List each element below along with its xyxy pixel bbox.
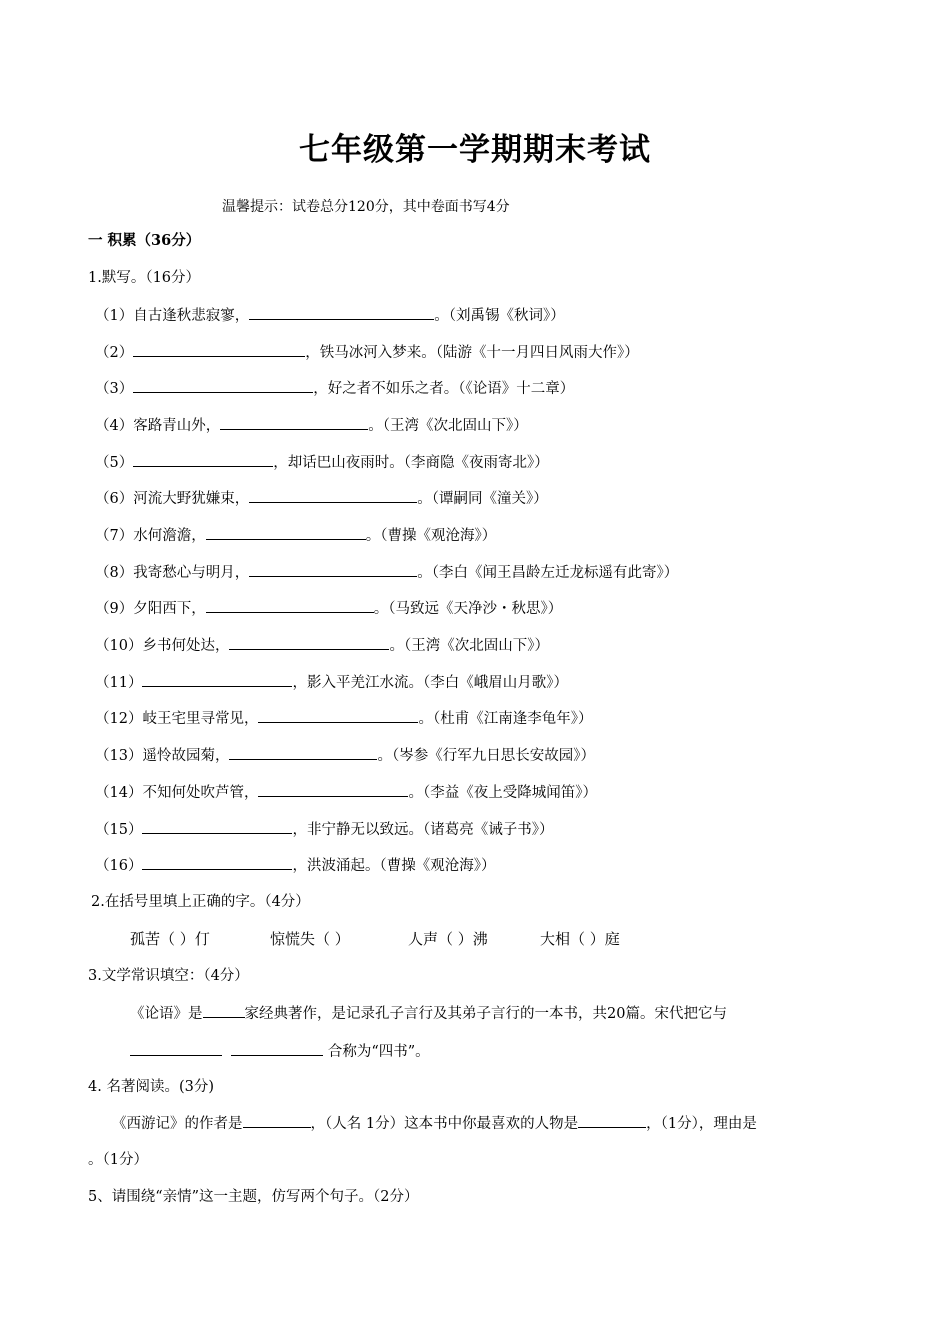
q2-word-2[interactable]: 惊慌失（ ）: [270, 930, 350, 948]
answer-blank[interactable]: [249, 562, 417, 577]
item-prefix: （6）河流大野犹嫌束，: [95, 491, 250, 507]
item-prefix: （7）水何澹澹，: [95, 528, 206, 544]
exam-title: 七年级第一学期期末考试: [299, 132, 651, 168]
q3-line-1: [130, 1003, 727, 1024]
q3-text-a: 《论语》是: [130, 1006, 203, 1022]
dictation-item-5: [95, 452, 549, 473]
item-prefix: （15）: [95, 822, 143, 838]
item-suffix: 。（李白《闻王昌龄左迁龙标遥有此寄》）: [417, 565, 679, 581]
answer-blank[interactable]: [243, 1113, 311, 1128]
item-prefix: （13）遥怜故园菊，: [95, 748, 230, 764]
exam-tip: 温馨提示：试卷总分120分，其中卷面书写4分: [222, 199, 510, 215]
answer-blank[interactable]: [249, 305, 434, 320]
answer-blank[interactable]: [229, 635, 389, 650]
answer-blank[interactable]: [578, 1113, 646, 1128]
question-3-stem: 3.文学常识填空：（4分）: [88, 968, 249, 984]
q2-word-4[interactable]: 大相（ ）庭: [540, 930, 620, 948]
answer-blank[interactable]: [142, 855, 292, 870]
answer-blank[interactable]: [133, 342, 305, 357]
item-suffix: ，洪波涌起。（曹操《观沧海》）: [292, 858, 496, 874]
dictation-item-16: [95, 855, 495, 876]
item-prefix: （9）夕阳西下，: [95, 601, 206, 617]
dictation-item-3: [95, 378, 574, 399]
dictation-item-14: [95, 782, 597, 803]
item-suffix: 。（马致远《天净沙・秋思》）: [373, 601, 563, 617]
dictation-item-1: [95, 305, 565, 326]
dictation-item-13: [95, 745, 595, 766]
answer-blank[interactable]: [231, 1041, 323, 1056]
item-prefix: （5）: [95, 455, 134, 471]
q4-text-c: ，（1分），理由是: [646, 1116, 757, 1132]
item-prefix: （4）客路青山外，: [95, 418, 221, 434]
answer-blank[interactable]: [258, 708, 418, 723]
item-suffix: 。（刘禹锡《秋词》）: [434, 308, 565, 324]
answer-blank[interactable]: [142, 672, 292, 687]
item-prefix: （8）我寄愁心与明月，: [95, 565, 250, 581]
item-prefix: （16）: [95, 858, 143, 874]
answer-blank[interactable]: [142, 819, 292, 834]
question-1-stem: 1.默写。（16分）: [88, 270, 201, 286]
item-prefix: （10）乡书何处达，: [95, 638, 230, 654]
q3-text-end: 合称为“四书”。: [327, 1044, 430, 1060]
answer-blank[interactable]: [130, 1041, 222, 1056]
question-4-stem: 4. 名著阅读。(3分): [88, 1079, 214, 1095]
answer-blank[interactable]: [206, 525, 366, 540]
item-suffix: ，铁马冰河入梦来。（陆游《十一月四日风雨大作》）: [305, 345, 639, 361]
item-suffix: 。（曹操《观沧海》）: [365, 528, 497, 544]
item-suffix: 。（谭嗣同《潼关》）: [417, 491, 548, 507]
item-prefix: （1）自古逢秋悲寂寥，: [95, 308, 250, 324]
answer-blank[interactable]: [203, 1003, 245, 1018]
item-suffix: ，却话巴山夜雨时。（李商隐《夜雨寄北》）: [273, 455, 549, 471]
item-prefix: （3）: [95, 381, 134, 397]
item-suffix: ，非宁静无以致远。（诸葛亮《诫子书》）: [292, 822, 554, 838]
dictation-item-10: [95, 635, 549, 656]
item-suffix: 。（李益《夜上受降城闻笛》）: [408, 785, 597, 801]
answer-blank[interactable]: [229, 745, 377, 760]
answer-blank[interactable]: [133, 378, 313, 393]
item-prefix: （12）岐王宅里寻常见，: [95, 711, 259, 727]
q4-line-1: [112, 1113, 757, 1134]
question-5-stem: 5、请围绕“亲情”这一主题，仿写两个句子。（2分）: [88, 1189, 419, 1205]
dictation-item-11: [95, 672, 568, 693]
item-suffix: ，好之者不如乐之者。（《论语》十二章）: [313, 381, 575, 397]
q2-word-1[interactable]: 孤苦（ ）仃: [130, 930, 210, 948]
item-suffix: 。（王湾《次北固山下》）: [389, 638, 549, 654]
q4-line-2: 。（1分）: [88, 1152, 148, 1168]
dictation-item-15: [95, 819, 553, 840]
item-suffix: ，影入平羌江水流。（李白《峨眉山月歌》）: [292, 675, 568, 691]
dictation-item-8: [95, 562, 678, 583]
item-suffix: 。（岑参《行军九日思长安故园》）: [377, 748, 595, 764]
q4-text-b: ，（人名 1分）这本书中你最喜欢的人物是: [310, 1116, 579, 1132]
item-prefix: （14）不知何处吹芦管，: [95, 785, 259, 801]
answer-blank[interactable]: [258, 782, 408, 797]
item-prefix: （11）: [95, 675, 143, 691]
dictation-item-2: [95, 342, 639, 363]
q3-text-b: 家经典著作，是记录孔子言行及其弟子言行的一本书，共20篇。宋代把它与: [244, 1006, 727, 1022]
answer-blank[interactable]: [206, 598, 374, 613]
item-suffix: 。（王湾《次北固山下》）: [368, 418, 528, 434]
item-suffix: 。（杜甫《江南逢李龟年》）: [418, 711, 593, 727]
section-heading-accumulation: 一 积累（36分）: [88, 232, 201, 249]
dictation-item-9: [95, 598, 562, 619]
answer-blank[interactable]: [133, 452, 273, 467]
dictation-item-7: [95, 525, 496, 546]
q3-line-2: [130, 1041, 430, 1062]
dictation-item-6: [95, 488, 548, 509]
q4-text-a: 《西游记》的作者是: [112, 1116, 243, 1132]
answer-blank[interactable]: [220, 415, 368, 430]
answer-blank[interactable]: [249, 488, 417, 503]
q2-word-3[interactable]: 人声（ ）沸: [408, 930, 488, 948]
item-prefix: （2）: [95, 345, 134, 361]
dictation-item-4: [95, 415, 528, 436]
question-2-stem: 2.在括号里填上正确的字。（4分）: [91, 894, 310, 910]
dictation-item-12: [95, 708, 592, 729]
